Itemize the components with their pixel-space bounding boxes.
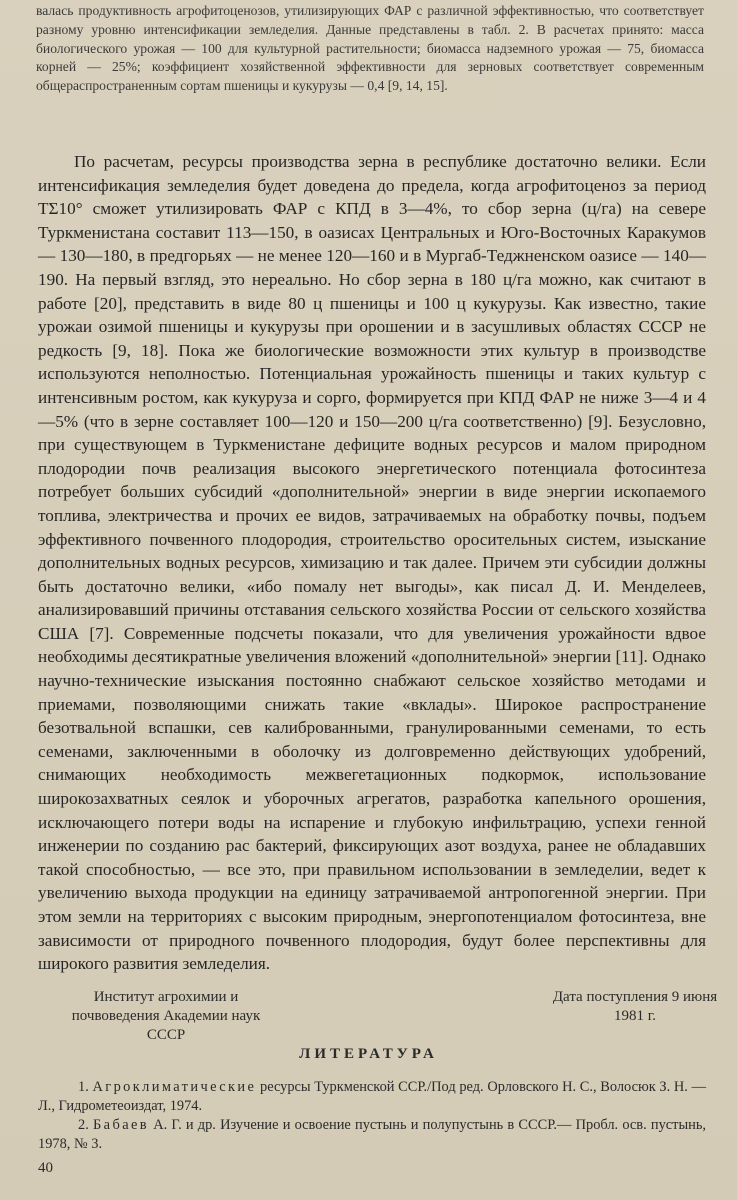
intro-text: валась продуктивность агрофитоценозов, утилизирующих ФАР с различной эффективностью, что соответствует разному уровню интенсификации земледелия. Данные представлены в табл. 2. В расчетах принято: масса биологического урожая — 100 для культурной растительности; биомасса надземного урожая — 75, биомасса корней — 25%; коэффициент хозяйственной эффективности для зерновых соответствует современным общераспространенным сортам пшеницы и кукурузы — 0,4 [9, 14, 15]. bbox=[36, 3, 704, 94]
references-list bbox=[38, 1078, 706, 1154]
reference-title: Бабаев bbox=[93, 1117, 149, 1133]
reference-title: Агроклиматические bbox=[92, 1079, 257, 1095]
reference-item bbox=[38, 1078, 706, 1116]
institution-affiliation: Институт агрохимии и почвоведения Академии наук СССР bbox=[71, 989, 261, 1043]
reference-details: ресурсы Туркменской ССР./Под ред. Орловского Н. С., Волосюк З. Н. — Л., Гидрометеоиздат, 1974. bbox=[38, 1079, 706, 1114]
references-heading: ЛИТЕРАТУРА bbox=[299, 1046, 438, 1062]
received-date: Дата поступления 9 июня 1981 г. bbox=[552, 989, 718, 1024]
reference-item bbox=[38, 1116, 706, 1154]
main-text: По расчетам, ресурсы производства зерна в республике достаточно велики. Если интенсификация земледелия будет доведена до предела, когда агрофитоценоз за период TΣ10° сможет утилизировать ФАР с КПД в 3—4%, то сбор зерна (ц/га) на севере Туркменистана составит 113—150, в оазисах Центральных и Юго-Восточных Каракумов — 130—180, в предгорьях — не менее 120—160 и в Мургаб-Теджненском оазисе — 140—190. На первый взгляд, это нереально. Но сбор зерна в 180 ц/га можно, как считают в работе [20], представить в виде 80 ц пшеницы и 100 ц кукурузы. Как известно, такие урожаи озимой пшеницы и кукурузы при орошении и в засушливых областях СССР не редкость [9, 18]. Пока же биологические возможности этих культур в производстве используются неполностью. Потенциальная урожайность пшеницы и таких культур с интенсивным ростом, как кукуруза и сорго, формируется при КПД ФАР не ниже 3—4 и 4—5% (что в зерне составляет 100—120 и 150—200 ц/га соответственно) [9]. Безусловно, при существующем в Туркменистане дефиците водных ресурсов и малом природном плодородии почв реализация высокого энергетического потенциала фотосинтеза потребует больших субсидий «дополнительной» энергии в виде энергии ископаемого топлива, электричества и прочих ее видов, затрачиваемых на обработку почвы, подъем эффективного почвенного плодородия, строительство оросительных систем, изыскание дополнительных водных ресурсов, химизацию и так далее. Причем эти субсидии должны быть достаточно велики, «ибо помалу нет выгоды», как писал Д. И. Менделеев, анализировавший причины отставания сельского хозяйства России от сельского хозяйства США [7]. Современные подсчеты показали, что для увеличения урожайности вдвое необходимы десятикратные увеличения вложений «дополнительной» энергии [11]. Однако научно-технические изыскания постоянно снабжают сельское хозяйство методами и приемами, позволяющими снижать такие «вклады». Широкое распространение безотвальной вспашки, сев калиброванными, гранулированными семенами, то есть семенами, заключенными в оболочку из долговременно действующих удобрений, снимающих необходимость межвегетационных подкормок, использование широкозахватных сеялок и уборочных агрегатов, разработка капельного орошения, исключающего потери воды на испарение и глубокую инфильтрацию, успехи генной инженерии по созданию рас бактерий, фиксирующих азот воздуха, ранее не обладавших такой способностью, — все это, при правильном использовании в земледелии, ведет к увеличению выхода продукции на единицу затрачиваемой антропогенной энергии. При этом земли на территориях с высоким природным, энергопотенциалом фотосинтеза, вне зависимости от природного почвенного плодородия, будут более перспективны для широкого развития земледелия. bbox=[38, 152, 706, 974]
reference-details: А. Г. и др. Изучение и освоение пустынь и полупустынь в СССР.— Пробл. осв. пустынь, 1978, № 3. bbox=[38, 1117, 706, 1152]
page-number: 40 bbox=[38, 1160, 53, 1176]
reference-number: 2. bbox=[78, 1117, 89, 1133]
intro-paragraph bbox=[36, 2, 704, 96]
reference-number: 1. bbox=[78, 1079, 89, 1095]
main-paragraph bbox=[38, 150, 706, 976]
